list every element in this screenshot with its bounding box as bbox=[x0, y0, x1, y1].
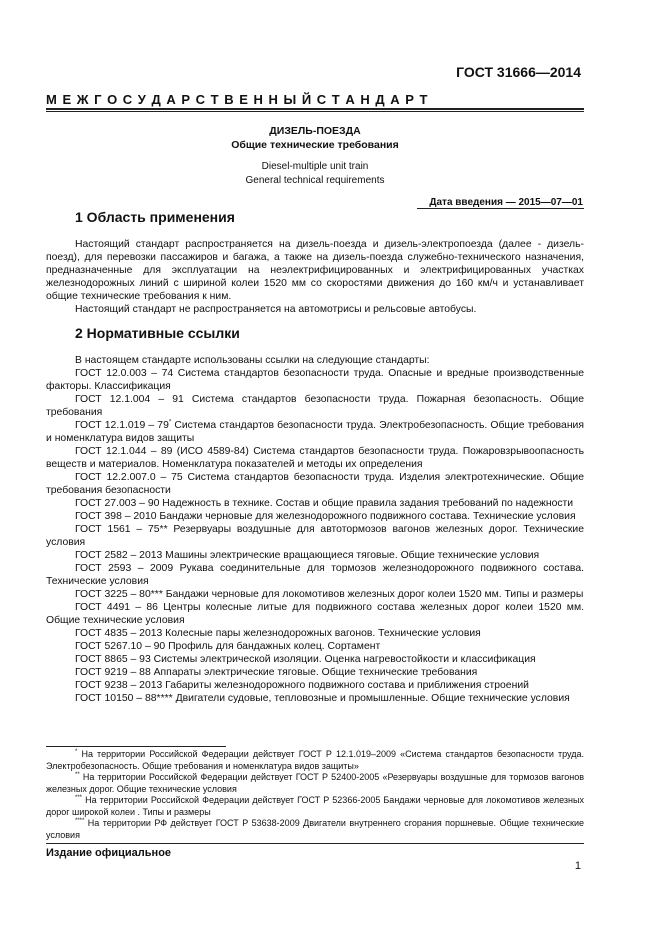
reference-item: ГОСТ 12.1.004 – 91 Система стандартов безопасности труда. Пожарная безопасность. Общие требования bbox=[46, 394, 584, 418]
reference-item: ГОСТ 27.003 – 90 Надежность в технике. Состав и общие правила задания требований по надежности bbox=[75, 498, 574, 509]
interstate-standard-banner: М Е Ж Г О С У Д А Р С Т В Е Н Н Ы Й С Т А Н Д А Р Т bbox=[46, 92, 428, 107]
footnote: * На территории Российской Федерации действует ГОСТ Р 12.1.019–2009 «Система стандартов безопасности труда. Электробезопасность. Общие требования и номенклатура видов защиты» bbox=[46, 749, 584, 771]
reference-item: ГОСТ 12.1.044 – 89 (ИСО 4589-84) Система стандартов безопасности труда. Пожаровзрывоопасность веществ и материалов. Номенклатура показателей и методы их определения bbox=[46, 446, 584, 470]
title-en-line2: General technical requirements bbox=[245, 175, 385, 186]
reference-item: ГОСТ 10150 – 88**** Двигатели судовые, тепловозные и промышленные. Общие технические условия bbox=[75, 693, 570, 704]
reference-item: ГОСТ 12.2.007.0 – 75 Система стандартов безопасности труда. Изделия электротехнические. Общие требования безопасности bbox=[46, 472, 584, 496]
reference-item: ГОСТ 9219 – 88 Аппараты электрические тяговые. Общие технические требования bbox=[75, 667, 478, 678]
footnote: *** На территории Российской Федерации действует ГОСТ Р 52366-2005 Бандажи черновые для локомотивов железных дорог широкой колеи . Типы и размеры bbox=[46, 795, 584, 817]
section-2-heading: 2 Нормативные ссылки bbox=[75, 325, 240, 341]
reference-item: ГОСТ 12.0.003 – 74 Система стандартов безопасности труда. Опасные и вредные производственные факторы. Классификация bbox=[46, 368, 584, 392]
section-1-paragraph-2: Настоящий стандарт не распространяется на автомотрисы и рельсовые автобусы. bbox=[75, 304, 477, 315]
title-english bbox=[46, 160, 584, 188]
official-edition-label: Издание официальное bbox=[46, 847, 172, 859]
introduction-date: Дата введения — 2015—07—01 bbox=[429, 197, 583, 208]
reference-item: ГОСТ 12.1.019 – 79* Система стандартов безопасности труда. Электробезопасность. Общие требования и номенклатура видов защиты bbox=[46, 419, 584, 444]
document-number: ГОСТ 31666—2014 bbox=[456, 64, 581, 80]
reference-item: ГОСТ 398 – 2010 Бандажи черновые для железнодорожного подвижного состава. Технические условия bbox=[75, 511, 576, 522]
edition-rule bbox=[46, 843, 584, 844]
footnote-separator bbox=[46, 746, 226, 747]
reference-item: ГОСТ 2593 – 2009 Рукава соединительные для тормозов железнодорожного подвижного состава. Технические условия bbox=[46, 563, 584, 587]
title-ru-line2: Общие технические требования bbox=[231, 139, 399, 151]
reference-item: ГОСТ 8865 – 93 Системы электрической изоляции. Оценка нагревостойкости и классификация bbox=[75, 654, 536, 665]
reference-item: ГОСТ 3225 – 80*** Бандажи черновые для локомотивов железных дорог колеи 1520 мм. Типы и размеры bbox=[75, 589, 584, 600]
title-ru-line1: ДИЗЕЛЬ-ПОЕЗДА bbox=[269, 125, 361, 137]
section-2-body bbox=[46, 354, 584, 705]
title-russian bbox=[46, 124, 584, 152]
banner-rule-thick bbox=[46, 108, 584, 110]
footnote: **** На территории РФ действует ГОСТ Р 53638-2009 Двигатели внутреннего сгорания поршневые. Общие технические условия bbox=[46, 818, 584, 840]
date-rule bbox=[417, 208, 584, 209]
footnote: ** На территории Российской Федерации действует ГОСТ Р 52400-2005 «Резервуары воздушные для тормозов вагонов железных дорог. Общие технические условия bbox=[46, 772, 584, 794]
reference-item: ГОСТ 4835 – 2013 Колесные пары железнодорожных вагонов. Технические условия bbox=[75, 628, 481, 639]
title-en-line1: Diesel-multiple unit train bbox=[261, 161, 369, 172]
footnote-marker: * bbox=[168, 419, 172, 426]
page-number: 1 bbox=[574, 860, 581, 872]
section-2-intro: В настоящем стандарте использованы ссылки на следующие стандарты: bbox=[75, 355, 430, 366]
section-1-body bbox=[46, 238, 584, 316]
reference-item: ГОСТ 2582 – 2013 Машины электрические вращающиеся тяговые. Общие технические условия bbox=[75, 550, 540, 561]
banner-rule-thin bbox=[46, 111, 584, 112]
section-1-paragraph-1: Настоящий стандарт распространяется на дизель-поезда и дизель-электропоезда (далее - дизель-поезд), для перевозки пассажиров и багажа, а также на дизель-поезда служебно-технического назначения, предназначенные для эксплуатации на неэлектрифицированных и электрифицированных участках железнодорожных линий с шириной колеи 1520 мм со скоростями движения до 160 км/ч и устанавливает общие технические требования к ним. bbox=[46, 239, 584, 302]
footnotes bbox=[46, 749, 584, 841]
section-1-heading: 1 Область применения bbox=[75, 209, 235, 225]
reference-item: ГОСТ 9238 – 2013 Габариты железнодорожного подвижного состава и приближения строений bbox=[75, 680, 529, 691]
reference-item: ГОСТ 1561 – 75** Резервуары воздушные для автотормозов вагонов железных дорог. Технические условия bbox=[46, 524, 584, 548]
reference-item: ГОСТ 5267.10 – 90 Профиль для бандажных колец. Сортамент bbox=[75, 641, 381, 652]
reference-item: ГОСТ 4491 – 86 Центры колесные литые для подвижного состава железных дорог колеи 1520 мм. Общие технические условия bbox=[46, 602, 584, 626]
